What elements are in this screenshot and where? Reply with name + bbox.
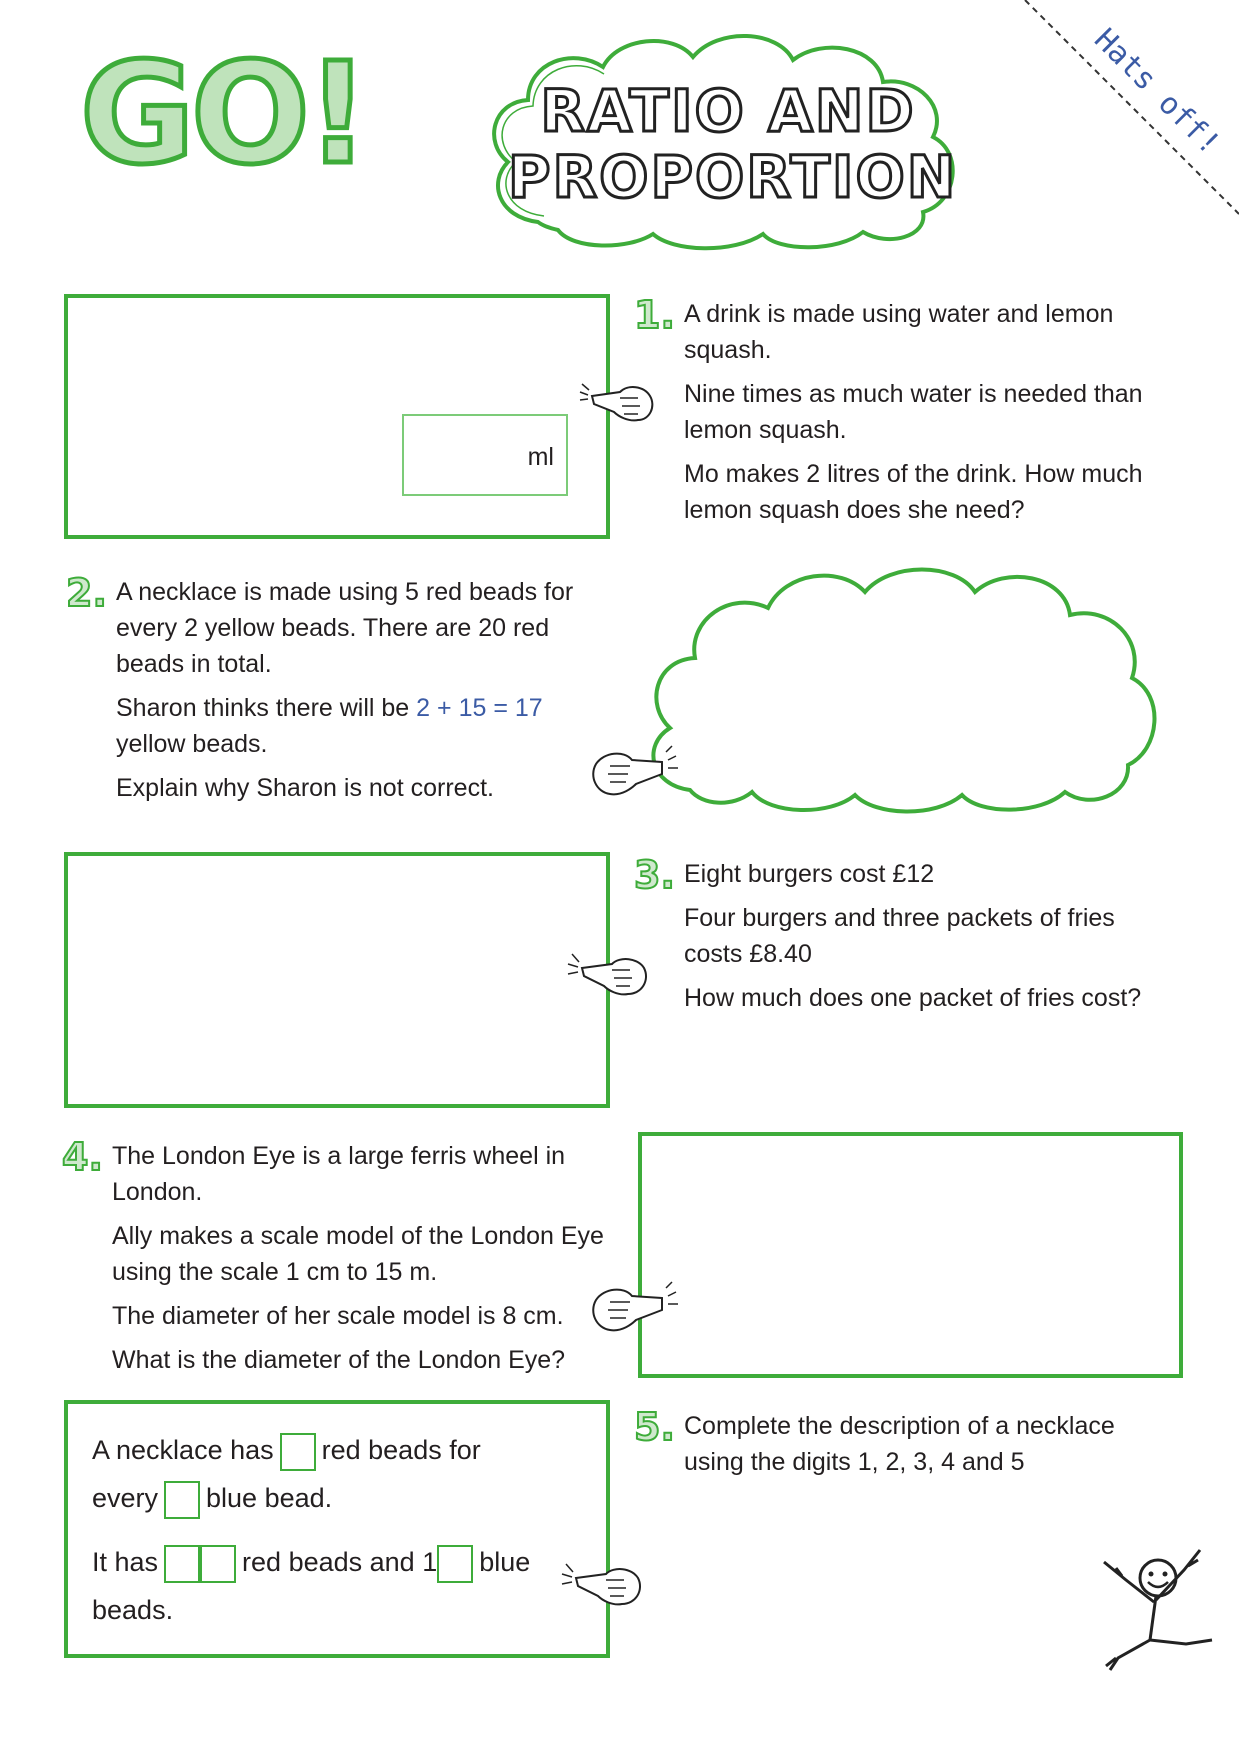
pointing-hand-icon <box>584 742 694 802</box>
title-line-1: RATIO AND <box>540 77 916 145</box>
q5-line2-a: every <box>92 1483 159 1513</box>
q5-box-text <box>92 1426 592 1634</box>
q4-para-3: The diameter of her scale model is 8 cm. <box>112 1302 564 1330</box>
q2-sharon-prefix: Sharon thinks there will be <box>116 694 410 722</box>
q5-digit-box-2[interactable] <box>164 1481 200 1519</box>
q3-number: 3. <box>634 853 675 897</box>
stick-figure-icon <box>1096 1540 1216 1680</box>
q4-para-2: Ally makes a scale model of the London Eye using the scale 1 cm to 15 m. <box>112 1222 604 1286</box>
q5-answer-box <box>64 1400 610 1658</box>
pointing-hand-icon <box>560 1556 660 1616</box>
q5-line-4: beads. <box>92 1595 174 1625</box>
q2-para-2 <box>116 690 606 762</box>
q3-text <box>684 856 1164 1024</box>
q1-para-3: Mo makes 2 litres of the drink. How much lemon squash does she need? <box>684 460 1143 524</box>
q1-text <box>684 296 1164 536</box>
q2-final: Explain why Sharon is not correct. <box>116 774 494 802</box>
q2-sharon-equation: 2 + 15 = 17 <box>416 694 543 722</box>
pointing-hand-icon <box>584 1278 694 1338</box>
q5-line1-a: A necklace has <box>92 1435 274 1465</box>
q5-line1-b: red beads for <box>321 1435 481 1465</box>
go-heading: GO! <box>80 33 366 196</box>
q2-answer-cloud[interactable] <box>640 560 1185 820</box>
q5-line3-b: red beads and 1 <box>242 1547 438 1577</box>
q1-para-2: Nine times as much water is needed than lemon squash. <box>684 380 1143 444</box>
title-line-2: PROPORTION <box>508 143 958 211</box>
q5-line-2 <box>92 1474 592 1522</box>
corner-fold-line <box>1020 0 1239 215</box>
q4-para-4: What is the diameter of the London Eye? <box>112 1346 566 1374</box>
pointing-hand-icon <box>578 378 658 428</box>
q1-answer-box[interactable] <box>64 294 610 539</box>
q4-number: 4. <box>62 1135 103 1179</box>
q5-line-1 <box>92 1426 592 1474</box>
q3-para-1: Eight burgers cost £12 <box>684 860 935 888</box>
q5-digit-box-4[interactable] <box>200 1545 236 1583</box>
q3-para-2: Four burgers and three packets of fries costs £8.40 <box>684 904 1115 968</box>
q3-answer-box[interactable] <box>64 852 610 1108</box>
q2-sharon-suffix: yellow beads. <box>116 730 268 758</box>
q5-line3-c: blue <box>479 1547 531 1577</box>
q2-number: 2. <box>66 571 107 615</box>
pointing-hand-icon <box>566 948 656 1004</box>
title-block <box>508 77 958 211</box>
q1-answer-field[interactable] <box>402 414 568 496</box>
q5-number: 5. <box>634 1405 675 1449</box>
q4-para-1: The London Eye is a large ferris wheel in London. <box>112 1142 566 1206</box>
q4-text <box>112 1138 612 1386</box>
q1-unit: ml <box>527 443 554 471</box>
q1-para-1: A drink is made using water and lemon squash. <box>684 300 1114 364</box>
q5-digit-box-5[interactable] <box>437 1545 473 1583</box>
q1-number: 1. <box>634 293 675 337</box>
q4-answer-box[interactable] <box>638 1132 1183 1378</box>
q2-para-1: A necklace is made using 5 red beads for every 2 yellow beads. There are 20 red beads in total. <box>116 578 574 678</box>
q5-line2-b: blue bead. <box>206 1483 333 1513</box>
q2-text <box>116 574 606 814</box>
q5-text <box>684 1408 1164 1488</box>
q5-line-3 <box>92 1538 592 1586</box>
q5-line3-a: It has <box>92 1547 159 1577</box>
q5-para-1: Complete the description of a necklace using the digits 1, 2, 3, 4 and 5 <box>684 1412 1115 1476</box>
q5-digit-box-1[interactable] <box>280 1433 316 1471</box>
q5-digit-box-3[interactable] <box>164 1545 200 1583</box>
q3-para-3: How much does one packet of fries cost? <box>684 984 1142 1012</box>
hats-off-label: Hats off! <box>1087 22 1227 162</box>
